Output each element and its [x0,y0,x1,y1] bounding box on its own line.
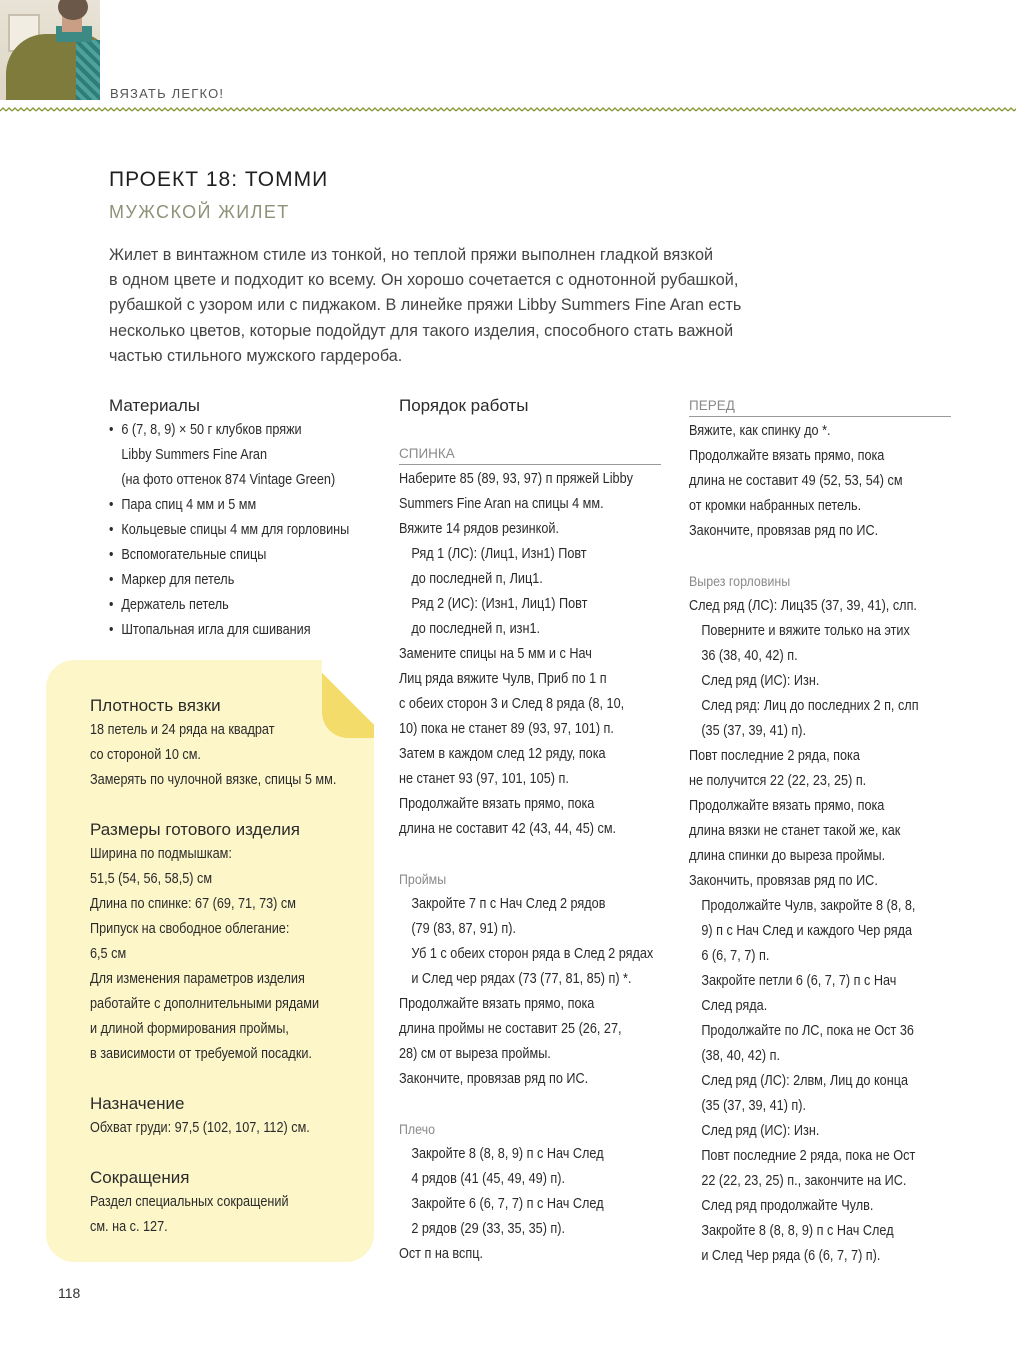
materials-heading: Материалы [109,396,201,415]
text-line: до последней п, Лиц1. [411,571,543,587]
text-line: Закройте петли 6 (6, 7, 7) п с Нач [701,973,897,989]
purpose-heading: Назначение [90,1094,185,1113]
list-item: • Штопальная игла для сшивания [109,622,311,638]
text-line: Продолжайте вязать прямо, пока [689,798,885,814]
neck-instructions [689,594,954,1269]
intro-paragraph [109,243,829,369]
running-head: ВЯЗАТЬ ЛЕГКО! [110,86,225,101]
front-section [689,396,954,1269]
text-line: Закончите, провязав ряд по ИС. [689,523,879,539]
text-line: Припуск на свободное облегание: [90,921,290,937]
text-line: Продолжайте по ЛС, пока не Ост 36 [701,1023,914,1039]
sticky-note-panel [46,660,374,1262]
sizes-heading: Размеры готового изделия [90,820,300,839]
text-line: длина не составит 49 (52, 53, 54) см [689,473,903,489]
list-item: • Держатель петель [109,597,229,613]
density-text [90,718,370,793]
text-line: не получится 22 (22, 23, 25) п. [689,773,867,789]
text-line: Продолжайте Чулв, закройте 8 (8, 8, [701,898,916,914]
text-line: Повт последние 2 ряда, пока [689,748,860,764]
materials-list [109,418,379,643]
text-line: со стороной 10 см. [90,747,201,763]
head-shape [58,0,88,20]
text-line: Ост п на вспц. [399,1246,483,1262]
text-line: 28) см от выреза проймы. [399,1046,551,1062]
intro-line: в одном цвете и подходит ко всему. Он хорошо сочетается с однотонной рубашкой, [109,271,739,290]
front-instructions [689,419,954,544]
text-line: (79 (83, 87, 91) п). [411,921,517,937]
text-line: работайте с дополнительными рядами [90,996,320,1012]
text-line: След ряд продолжайте Чулв. [701,1198,874,1214]
text-line: 22 (22, 23, 25) п., закончите на ИС. [701,1173,907,1189]
text-line: в зависимости от требуемой посадки. [90,1046,312,1062]
text-line: Ширина по подмышкам: [90,846,232,862]
text-line: 18 петель и 24 ряда на квадрат [90,722,275,738]
list-item-continuation: (на фото оттенок 874 Vintage Green) [121,472,336,488]
list-item-continuation: Libby Summers Fine Aran [121,447,268,463]
intro-line: Жилет в винтажном стиле из тонкой, но теплой пряжи выполнен гладкой вязкой [109,246,714,264]
armholes-heading: Проймы [399,872,447,887]
text-line: Замерять по чулочной вязке, спицы 5 мм. [90,772,337,788]
text-line: с обеих сторон 3 и След 8 ряда (8, 10, [399,696,625,712]
text-line: не станет 93 (97, 101, 105) п. [399,771,569,787]
text-line: Закончить, провязав ряд по ИС. [689,873,878,889]
text-line: (35 (37, 39, 41) п). [701,1098,807,1114]
text-line: Лиц ряда вяжите Чулв, Приб по 1 п [399,671,607,687]
text-line: Закройте 8 (8, 8, 9) п с Нач След [411,1146,604,1162]
bullet: • [109,422,114,438]
text-line: длина спинки до выреза проймы. [689,848,886,864]
text-line: Ряд 2 (ИС): (Изн1, Лиц1) Повт [411,596,588,612]
text-line: и След чер рядах (73 (77, 81, 85) п) *. [411,971,632,987]
text-line: Замените спицы на 5 мм и с Нач [399,646,592,662]
text-line: След ряд: Лиц до последних 2 п, слп [701,698,919,714]
text-line: и длиной формирования проймы, [90,1021,289,1037]
list-item: • Вспомогательные спицы [109,547,267,563]
note-content [90,694,370,1240]
text-line: Summers Fine Aran на спицы 4 мм. [399,496,604,512]
neck-heading: Вырез горловины [689,574,791,589]
back-instructions [399,467,664,842]
work-heading: Порядок работы [399,396,529,415]
list-item: • Маркер для петель [109,572,235,588]
shirt-shape [76,40,100,100]
text-line: Для изменения параметров изделия [90,971,305,987]
shoulder-heading: Плечо [399,1122,436,1137]
text-line: (35 (37, 39, 41) п). [701,723,807,739]
text-line: След ряд (ИС): Изн. [701,673,820,689]
text-line: см. на с. 127. [90,1219,168,1235]
text-line: След ряд (ИС): Изн. [701,1123,820,1139]
text-line: Ряд 1 (ЛС): (Лиц1, Изн1) Повт [411,546,587,562]
text-line: Раздел специальных сокращений [90,1194,289,1210]
text-line: Затем в каждом след 12 ряду, пока [399,746,606,762]
armholes-instructions [399,892,664,1092]
text-line: от кромки набранных петель. [689,498,862,514]
text-line: Закройте 6 (6, 7, 7) п с Нач След [411,1196,604,1212]
text-line: до последней п, изн1. [411,621,541,637]
text-line: и След Чер ряда (6 (6, 7, 7) п). [701,1248,881,1264]
text-line: длина проймы не составит 25 (26, 27, [399,1021,622,1037]
intro-line: рубашкой с узором или с пиджаком. В линейке пряжи Libby Summers Fine Aran есть [109,296,742,315]
text-line: Повт последние 2 ряда, пока не Ост [701,1148,916,1164]
intro-line: несколько цветов, которые подойдут для такого изделия, способного стать важной [109,321,734,340]
text-line: След ряд (ЛС): 2лвм, Лиц до конца [701,1073,909,1089]
abbrev-heading: Сокращения [90,1168,190,1187]
text-line: Вяжите, как спинку до *. [689,423,831,439]
text-line: Длина по спинке: 67 (69, 71, 73) см [90,896,296,912]
text-line: 6,5 см [90,946,127,962]
sizes-text [90,842,370,1067]
text-line: След ряда. [701,998,768,1014]
text-line: 36 (38, 40, 42) п. [701,648,798,664]
text-line: Продолжайте вязать прямо, пока [399,796,595,812]
materials-section [109,394,379,643]
text-line: 51,5 (54, 56, 58,5) см [90,871,213,887]
back-heading: СПИНКА [399,444,661,465]
text-line: Поверните и вяжите только на этих [701,623,910,639]
intro-line: частью стильного мужского гардероба. [109,346,403,365]
shoulder-instructions [399,1142,664,1267]
text-line: длина не составит 42 (43, 44, 45) см. [399,821,617,837]
text-line: След ряд (ЛС): Лиц35 (37, 39, 41), слп. [689,598,917,614]
project-subtitle: МУЖСКОЙ ЖИЛЕТ [109,202,290,222]
text-line: 2 рядов (29 (33, 35, 35) п). [411,1221,566,1237]
text-line: Закройте 8 (8, 8, 9) п с Нач След [701,1223,894,1239]
purpose-text [90,1116,370,1141]
work-order-section [399,394,664,1267]
text-line: 10) пока не станет 89 (93, 97, 101) п. [399,721,614,737]
text-line: длина вязки не станет такой же, как [689,823,901,839]
list-item: • Кольцевые спицы 4 мм для горловины [109,522,350,538]
text-line: Уб 1 с обеих сторон ряда в След 2 рядах [411,946,654,962]
text-line: Обхват груди: 97,5 (102, 107, 112) см. [90,1120,310,1136]
text-line: Продолжайте вязать прямо, пока [689,448,885,464]
text-line: Закройте 7 п с Нач След 2 рядов [411,896,606,912]
page-number: 118 [58,1285,81,1301]
project-title: ПРОЕКТ 18: ТОММИ [109,168,329,191]
front-heading: ПЕРЕД [689,396,951,417]
text-line: (38, 40, 42) п. [701,1048,780,1064]
text-line: Продолжайте вязать прямо, пока [399,996,595,1012]
list-item: • Пара спиц 4 мм и 5 мм [109,497,257,513]
text-line: Вяжите 14 рядов резинкой. [399,521,559,537]
abbrev-text [90,1190,370,1240]
text-line: 9) п с Нач След и каждого Чер ряда [701,923,913,939]
density-heading: Плотность вязки [90,696,221,715]
list-item: • 6 (7, 8, 9) × 50 г клубков пряжи [109,418,347,443]
text-line: 6 (6, 7, 7) п. [701,948,770,964]
text-line: 4 рядов (41 (45, 49, 49) п). [411,1171,566,1187]
decorative-stitch-border [0,106,1016,114]
header-photo [0,0,100,100]
text-line: Наберите 85 (89, 93, 97) п пряжей Libby [399,471,633,487]
text-line: Закончите, провязав ряд по ИС. [399,1071,589,1087]
